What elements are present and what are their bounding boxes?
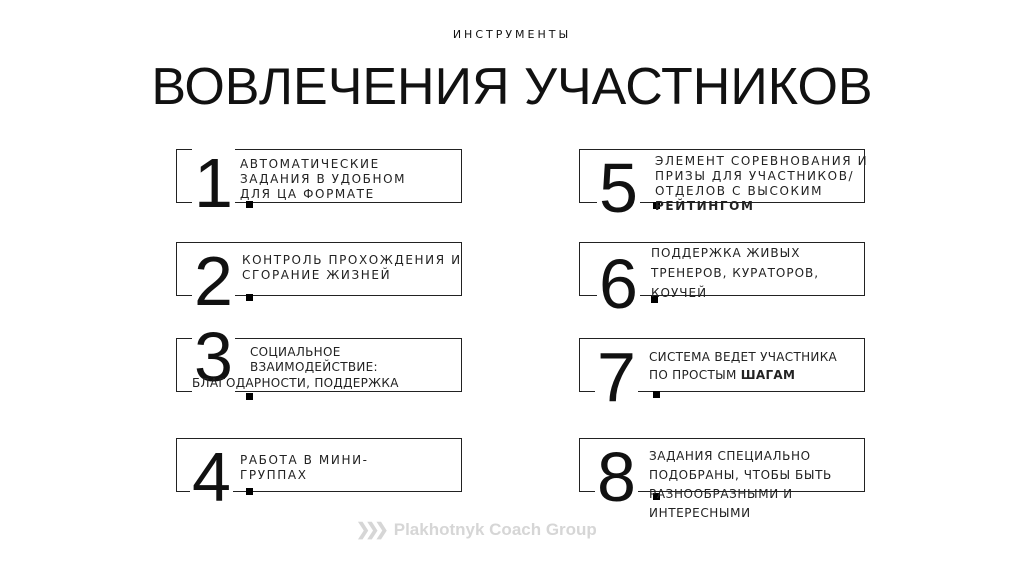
- slide-subtitle: ИНСТРУМЕНТЫ: [452, 28, 572, 41]
- card-5: [579, 149, 869, 227]
- card-number: 2: [194, 242, 233, 320]
- slide-title: ВОВЛЕЧЕНИЯ УЧАСТНИКОВ: [151, 58, 873, 116]
- card-number: 8: [597, 438, 636, 516]
- card-text: АВТОМАТИЧЕСКИЕ ЗАДАНИЯ В УДОБНОМ ДЛЯ ЦА ФОРМАТЕ: [240, 157, 407, 201]
- card-text: ЗАДАНИЯ СПЕЦИАЛЬНО ПОДОБРАНЫ, ЧТОБЫ БЫТЬ РАЗНООБРАЗНЫМИ И ИНТЕРЕСНЫМИ: [649, 449, 832, 520]
- card-text: ПОДДЕРЖКА ЖИВЫХ ТРЕНЕРОВ, КУРАТОРОВ, КОУЧЕЙ: [651, 246, 820, 300]
- bullet-square: [246, 201, 253, 208]
- card-number: 3: [194, 318, 233, 396]
- card-text-bold: ШАГАМ: [740, 368, 796, 382]
- card-text: КОНТРОЛЬ ПРОХОЖДЕНИЯ И СГОРАНИЕ ЖИЗНЕЙ: [242, 253, 462, 282]
- card-8: [579, 438, 865, 520]
- card-2: [176, 242, 462, 320]
- watermark-logo: [356, 520, 597, 540]
- card-text: [649, 348, 859, 384]
- card-text-regular: СИСТЕМА ВЕДЕТ УЧАСТНИКА ПО ПРОСТЫМ: [649, 350, 838, 382]
- card-number: 1: [194, 144, 233, 222]
- card-number: 6: [599, 245, 638, 323]
- card-number: 7: [597, 338, 636, 416]
- card-4: [176, 438, 462, 516]
- card-text: СОЦИАЛЬНОЕ ВЗАИМОДЕЙСТВИЕ:: [250, 345, 378, 374]
- card-1: [176, 144, 462, 222]
- bullet-square: [653, 391, 660, 398]
- watermark-text: Plakhotnyk Coach Group: [393, 520, 597, 539]
- card-number: 4: [192, 438, 231, 516]
- card-text: [655, 154, 905, 214]
- card-text-bold: РЕЙТИНГОМ: [655, 199, 755, 213]
- card-text: РАБОТА В МИНИ-ГРУППАХ: [240, 453, 369, 482]
- bullet-square: [246, 488, 253, 495]
- bullet-square: [246, 393, 253, 400]
- card-text-line2: БЛАГОДАРНОСТИ, ПОДДЕРЖКА: [192, 376, 399, 390]
- card-3: [176, 318, 462, 396]
- chevron-arrows-icon: ❯❯❯: [356, 520, 384, 539]
- bullet-square: [246, 294, 253, 301]
- card-text-regular: ЭЛЕМЕНТ СОРЕВНОВАНИЯ И ПРИЗЫ ДЛЯ УЧАСТНИКОВ/ОТДЕЛОВ С ВЫСОКИМ: [655, 154, 869, 198]
- card-number: 5: [599, 149, 638, 227]
- card-6: [579, 242, 865, 323]
- card-7: [579, 338, 865, 416]
